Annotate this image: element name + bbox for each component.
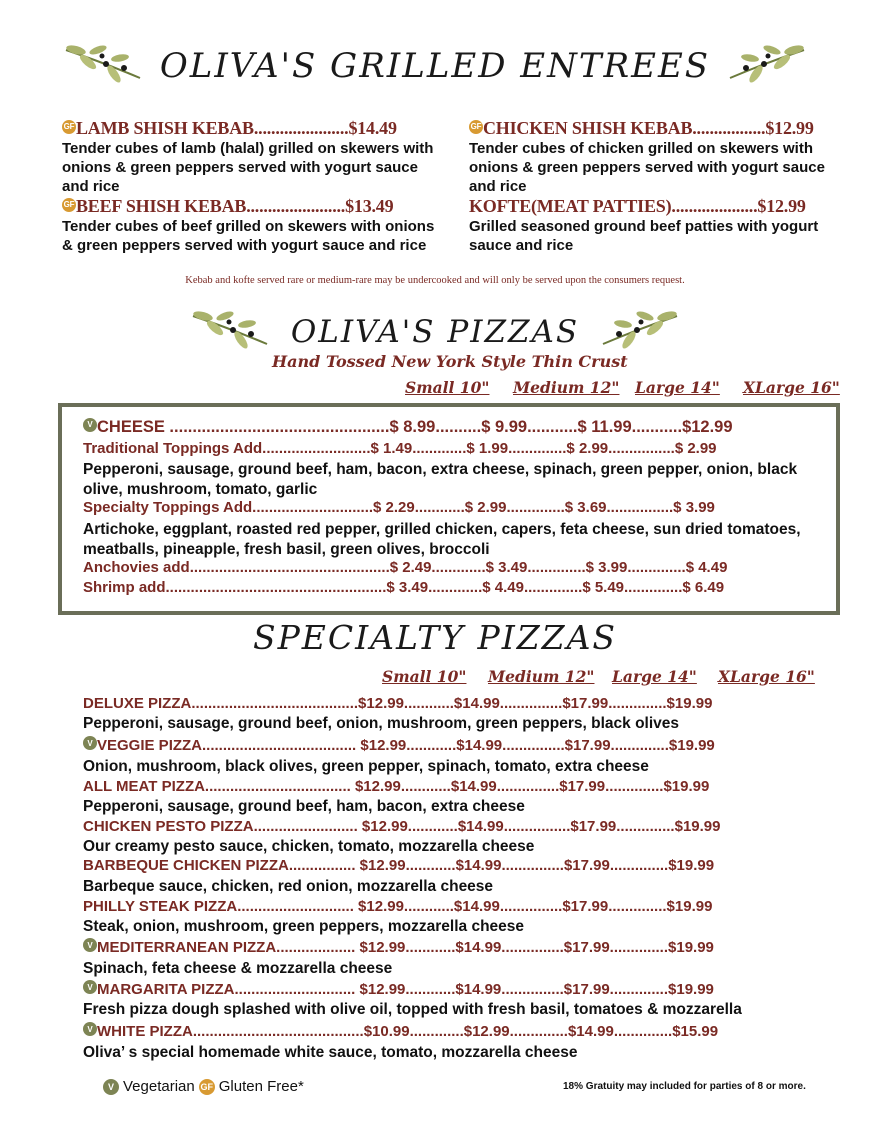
pizza-size-headers — [405, 378, 840, 397]
cheese-pizza-row: V CHEESE ................................................$ 8.99..........$ 9.99...........$ 11.99...........$12.99 — [83, 418, 733, 437]
vegetarian-label: Vegetarian — [123, 1078, 195, 1095]
gratuity-note: 18% Gratuity may included for parties of 8 or more. — [563, 1081, 806, 1092]
olive-branch-icon — [597, 310, 681, 354]
menu-item-description: Grilled seasoned ground beef patties with yogurt sauce and rice — [469, 218, 819, 254]
specialty-toppings-row: Specialty Toppings Add.............................$ 2.29............$ 2.99..............$ 3.69................$ 3.99 — [83, 499, 715, 516]
olive-branch-icon — [724, 44, 808, 88]
size-small: Small 10" — [405, 378, 490, 397]
vegetarian-badge-icon: V — [83, 1022, 97, 1036]
specialty-item-desc: Pepperoni, sausage, ground beef, onion, mushroom, green peppers, black olives — [83, 715, 680, 732]
specialty-item-row: ALL MEAT PIZZA................................... $12.99............$14.99...............$17.99..............$19.99 — [83, 778, 710, 795]
gluten-free-badge-icon: GF — [62, 120, 76, 134]
vegetarian-badge-icon: V — [103, 1079, 119, 1095]
shrimp-row: Shrimp add.....................................................$ 3.49.............$ 4.49..............$ 5.49..............$ 6.49 — [83, 579, 725, 596]
specialty-title-row — [0, 618, 870, 657]
specialty-item-row: V VEGGIE PIZZA..................................... $12.99............$14.99...............$17.99..............$19.99 — [83, 737, 715, 754]
size-medium: Medium 12" — [488, 667, 595, 686]
specialty-item-row: V MARGARITA PIZZA............................. $12.99............$14.99...............$17.99..............$19.99 — [83, 981, 714, 998]
specialty-item-row: DELUXE PIZZA........................................$12.99............$14.99...............$17.99..............$19.99 — [83, 695, 713, 712]
specialty-item-desc: Steak, onion, mushroom, green peppers, mozzarella cheese — [83, 918, 525, 935]
gluten-free-badge-icon: GF — [199, 1079, 215, 1095]
specialty-item-desc: Pepperoni, sausage, ground beef, ham, bacon, extra cheese — [83, 798, 525, 815]
undercooked-warning: Kebab and kofte served rare or medium-rare may be undercooked and will only be served upon the consumers request. — [185, 275, 685, 286]
gluten-free-label: Gluten Free* — [218, 1078, 304, 1095]
size-xlarge: XLarge 16" — [743, 378, 840, 397]
gluten-free-badge-icon: GF — [62, 198, 76, 212]
specialty-title: SPECIALTY PIZZAS — [252, 618, 618, 657]
specialty-item-row: V WHITE PIZZA.........................................$10.99.............$12.99..............$14.99..............$15.99 — [83, 1023, 718, 1040]
pizzas-title-row — [0, 310, 870, 354]
entrees-title: OLIVA'S GRILLED ENTREES — [159, 46, 711, 86]
specialty-size-headers — [382, 667, 815, 686]
vegetarian-badge-icon: V — [83, 418, 97, 432]
entrees-title-row — [0, 44, 870, 88]
vegetarian-badge-icon: V — [83, 980, 97, 994]
specialty-toppings-desc: Artichoke, eggplant, roasted red pepper, grilled chicken, capers, feta cheese, sun dried tomatoes, meatballs, pineapple, fresh basil, green olives, broccoli — [83, 521, 801, 558]
dietary-legend — [103, 1078, 304, 1095]
pizzas-subtitle: Hand Tossed New York Style Thin Crust — [272, 352, 628, 371]
traditional-toppings-row: Traditional Toppings Add..........................$ 1.49.............$ 1.99..............$ 2.99................$ 2.99 — [83, 440, 717, 457]
menu-item-name: GFBEEF SHISH KEBAB.......................$13.49 — [63, 196, 394, 216]
vegetarian-badge-icon: V — [83, 736, 97, 750]
size-xlarge: XLarge 16" — [718, 667, 815, 686]
entrees-left-column — [62, 118, 442, 255]
specialty-item-desc: Onion, mushroom, black olives, green pepper, spinach, tomato, extra cheese — [83, 758, 649, 775]
specialty-item-row: BARBEQUE CHICKEN PIZZA................ $12.99............$14.99...............$17.99..............$19.99 — [83, 857, 715, 874]
size-large: Large 14" — [635, 378, 720, 397]
menu-item-name: GFCHICKEN SHISH KEBAB.................$12.99 — [470, 118, 814, 138]
specialty-item-row: CHICKEN PESTO PIZZA......................... $12.99............$14.99................$17.99..............$19.99 — [83, 818, 721, 835]
vegetarian-badge-icon: V — [83, 938, 97, 952]
menu-item-name: KOFTE(MEAT PATTIES)....................$12.99 — [469, 196, 806, 216]
entrees-right-column — [469, 118, 849, 255]
anchovies-row: Anchovies add................................................$ 2.49.............$ 3.49..............$ 3.99..............$ 4.49 — [83, 559, 728, 576]
specialty-item-row: V MEDITERRANEAN PIZZA................... $12.99............$14.99...............$17.99..............$19.99 — [83, 939, 714, 956]
specialty-item-desc: Oliva’ s special homemade white sauce, tomato, mozzarella cheese — [83, 1044, 578, 1061]
menu-item-description: Tender cubes of beef grilled on skewers with onions & green peppers served with yogurt sauce and rice — [62, 218, 435, 254]
gluten-free-badge-icon: GF — [469, 120, 483, 134]
menu-item-description: Tender cubes of chicken grilled on skewers with onions & green peppers served with yogurt sauce and rice — [469, 140, 825, 195]
olive-branch-icon — [62, 44, 146, 88]
olive-branch-icon — [189, 310, 273, 354]
size-large: Large 14" — [612, 667, 697, 686]
specialty-item-row: PHILLY STEAK PIZZA............................ $12.99............$14.99...............$17.99..............$19.99 — [83, 898, 713, 915]
specialty-item-desc: Spinach, feta cheese & mozzarella cheese — [83, 960, 393, 977]
specialty-item-desc: Fresh pizza dough splashed with olive oil, topped with fresh basil, tomatoes & mozzarella — [83, 1001, 742, 1018]
specialty-item-desc: Our creamy pesto sauce, chicken, tomato, mozzarella cheese — [83, 838, 535, 855]
size-small: Small 10" — [382, 667, 467, 686]
menu-item-description: Tender cubes of lamb (halal) grilled on skewers with onions & green peppers served with yogurt sauce and rice — [62, 140, 434, 195]
specialty-item-desc: Barbeque sauce, chicken, red onion, mozzarella cheese — [83, 878, 494, 895]
pizzas-title: OLIVA'S PIZZAS — [290, 314, 580, 350]
traditional-toppings-desc: Pepperoni, sausage, ground beef, ham, bacon, extra cheese, spinach, green pepper, onion, black olive, mushroom, tomato, garlic — [83, 461, 798, 498]
size-medium: Medium 12" — [513, 378, 620, 397]
menu-item-name: GFLAMB SHISH KEBAB......................$14.49 — [63, 118, 397, 138]
